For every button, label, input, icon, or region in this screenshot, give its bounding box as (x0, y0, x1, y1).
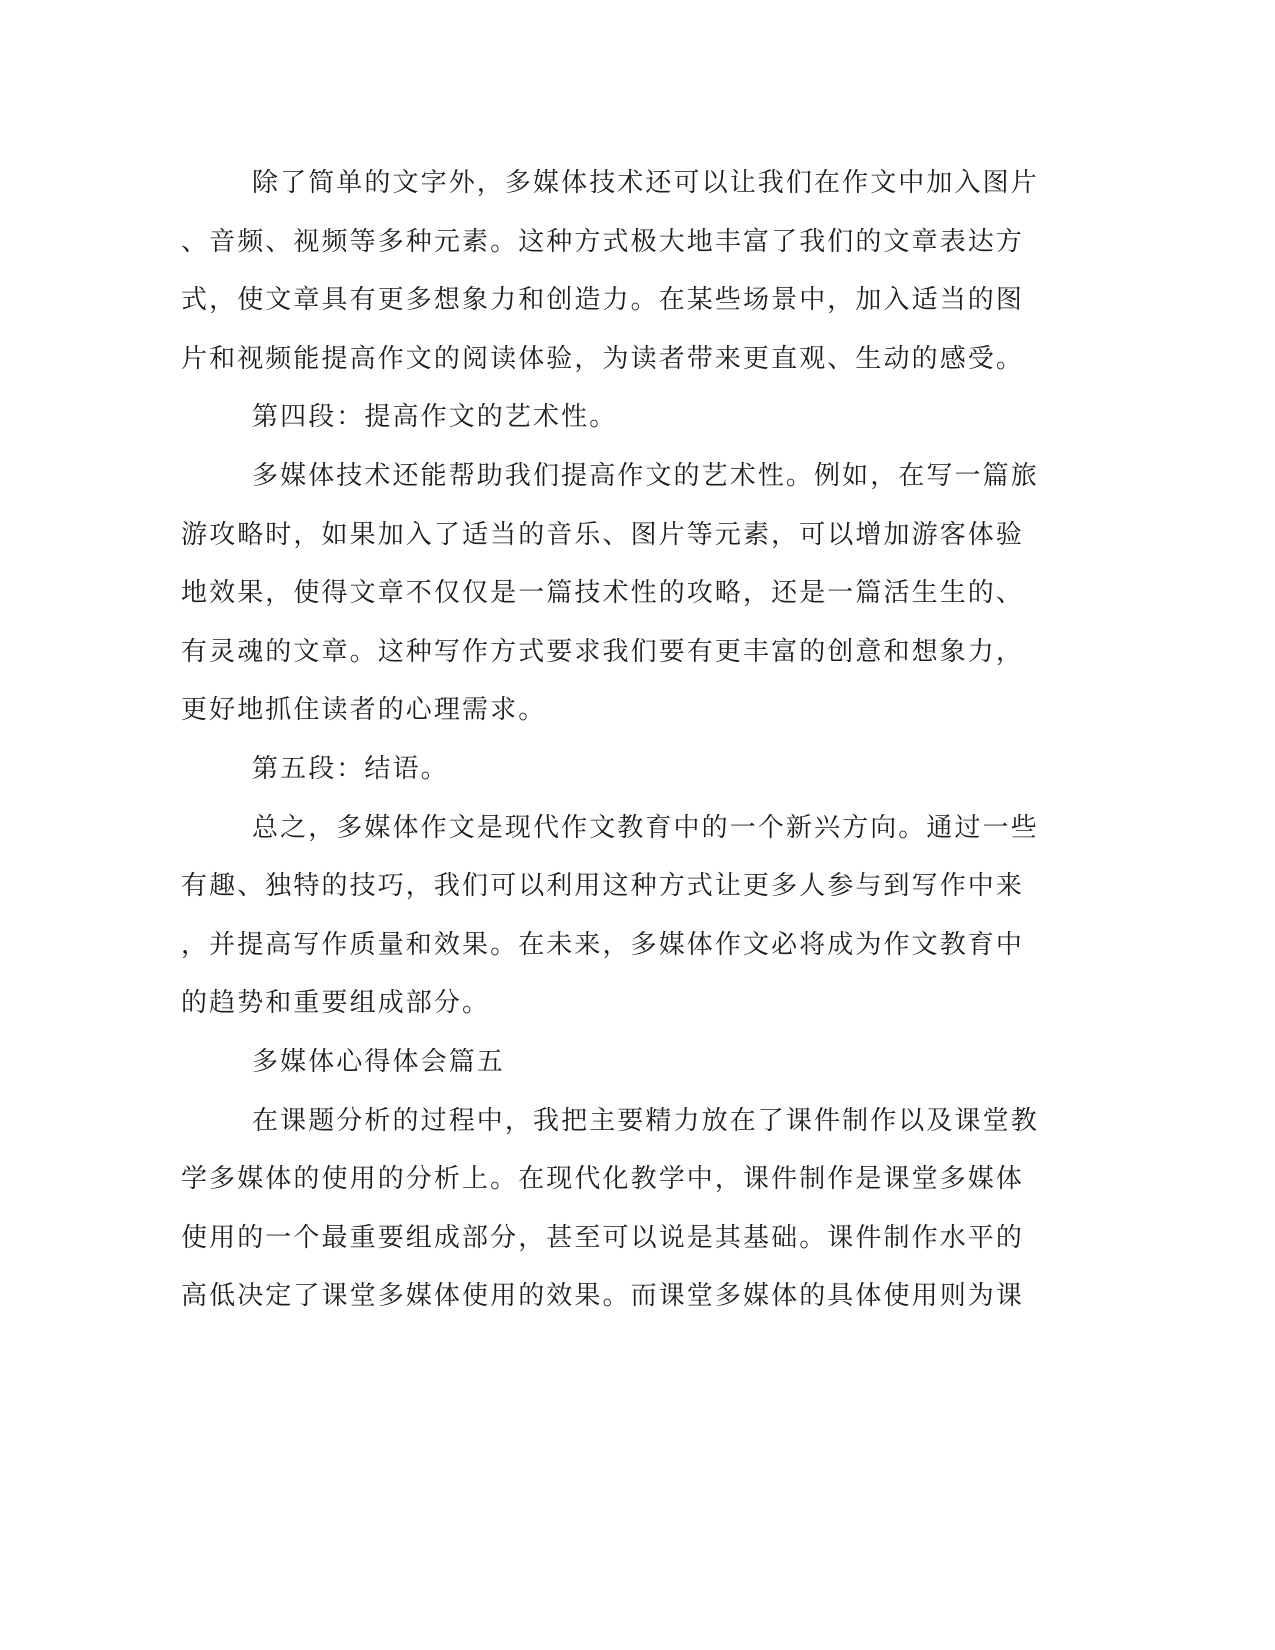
text-line: 式，使文章具有更多想象力和创造力。在某些场景中，加入适当的图 (181, 285, 1025, 316)
paragraph-artistry (181, 447, 1041, 740)
text-line: 高低决定了课堂多媒体使用的效果。而课堂多媒体的具体使用则为课 (181, 1281, 1025, 1312)
text-line: 地效果，使得文章不仅仅是一篇技术性的攻略，还是一篇活生生的、 (181, 578, 1025, 609)
text-line: 第五段：结语。 (252, 753, 449, 784)
text-line: 在课题分析的过程中，我把主要精力放在了课件制作以及课堂教 (252, 1105, 1039, 1136)
article-title (181, 1033, 1041, 1092)
text-line: 学多媒体的使用的分析上。在现代化教学中，课件制作是课堂多媒体 (181, 1164, 1025, 1195)
text-line: 更好地抓住读者的心理需求。 (181, 695, 547, 726)
text-line: 片和视频能提高作文的阅读体验，为读者带来更直观、生动的感受。 (181, 343, 1025, 374)
text-line: 多媒体技术还能帮助我们提高作文的艺术性。例如，在写一篇旅 (252, 460, 1039, 491)
text-line: 使用的一个最重要组成部分，甚至可以说是其基础。课件制作水平的 (181, 1222, 1025, 1253)
section-heading-five (181, 740, 1041, 799)
document-body (181, 154, 1041, 1326)
text-line: 、音频、视频等多种元素。这种方式极大地丰富了我们的文章表达方 (181, 226, 1025, 257)
section-heading-four (181, 388, 1041, 447)
paragraph-conclusion (181, 799, 1041, 1033)
text-line: 的趋势和重要组成部分。 (181, 988, 491, 1019)
text-line: 总之，多媒体作文是现代作文教育中的一个新兴方向。通过一些 (252, 812, 1039, 843)
paragraph-multimedia-elements (181, 154, 1041, 388)
paragraph-courseware (181, 1092, 1041, 1326)
text-line: 游攻略时，如果加入了适当的音乐、图片等元素，可以增加游客体验 (181, 519, 1025, 550)
text-line: 有灵魂的文章。这种写作方式要求我们要有更丰富的创意和想象力， (181, 636, 1025, 667)
text-line: ，并提高写作质量和效果。在未来，多媒体作文必将成为作文教育中 (181, 929, 1025, 960)
text-line: 除了简单的文字外，多媒体技术还可以让我们在作文中加入图片 (252, 168, 1039, 198)
text-line: 有趣、独特的技巧，我们可以利用这种方式让更多人参与到写作中来 (181, 871, 1025, 902)
text-line: 第四段：提高作文的艺术性。 (252, 402, 618, 433)
text-line: 多媒体心得体会篇五 (252, 1046, 505, 1077)
